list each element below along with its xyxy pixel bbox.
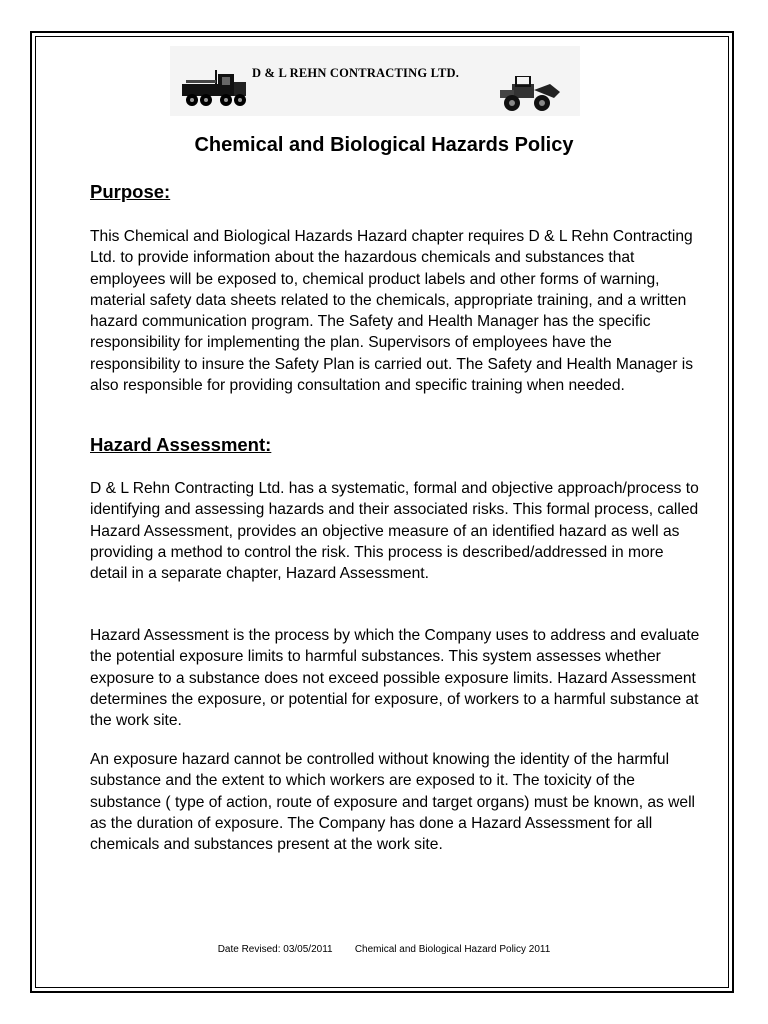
section-heading-purpose: Purpose: xyxy=(90,181,171,202)
hazard-assessment-paragraph-1: D & L Rehn Contracting Ltd. has a systematic, formal and objective approach/process to identifying and assessing hazards and their associated risks. This formal process, called Hazard Assessment, provides an objective measure of an identified hazard as well as providing a method to control the risk. This process is described/addressed in more detail in a separate chapter, Hazard Assessment. xyxy=(90,480,699,583)
section-heading-hazard-assessment: Hazard Assessment: xyxy=(90,434,272,455)
hazard-assessment-paragraph-3: An exposure hazard cannot be controlled without knowing the identity of the harmful substance and the extent to which workers are exposed to it. The toxicity of the substance ( type of action, route of exposure and target organs) must be known, as well as the duration of exposure. The Company has done a Hazard Assessment for all chemicals and substances present at the work site. xyxy=(90,751,696,854)
page-footer xyxy=(0,944,768,955)
loader-icon xyxy=(498,76,562,112)
footer-date-revised: Date Revised: 03/05/2011 xyxy=(217,944,333,955)
letterhead xyxy=(170,46,580,116)
company-name: D & L REHN CONTRACTING LTD. xyxy=(252,66,460,80)
hazard-assessment-paragraph-2: Hazard Assessment is the process by which the Company uses to address and evaluate the potential exposure limits to harmful substances. This system assesses whether exposure to a substance does not exceed possible exposure limits. Hazard Assessment determines the exposure, or potential for exposure, of workers to a harmful substance at the work site. xyxy=(90,627,700,730)
truck-icon xyxy=(182,70,250,110)
document-title: Chemical and Biological Hazards Policy xyxy=(194,134,574,156)
footer-policy-name: Chemical and Biological Hazard Policy 2011 xyxy=(354,944,551,955)
purpose-paragraph: This Chemical and Biological Hazards Hazard chapter requires D & L Rehn Contracting Ltd. to provide information about the hazardous chemicals and substances that employees will be exposed to, chemical product labels and other forms of warning, material safety data sheets related to the chemicals, appropriate training, and a written hazard communication program. The Safety and Health Manager has the specific responsibility for implementing the plan. Supervisors of employees have the responsibility to insure the Safety Plan is carried out. The Safety and Health Manager is also responsible for providing consultation and specific training when needed. xyxy=(90,228,693,395)
